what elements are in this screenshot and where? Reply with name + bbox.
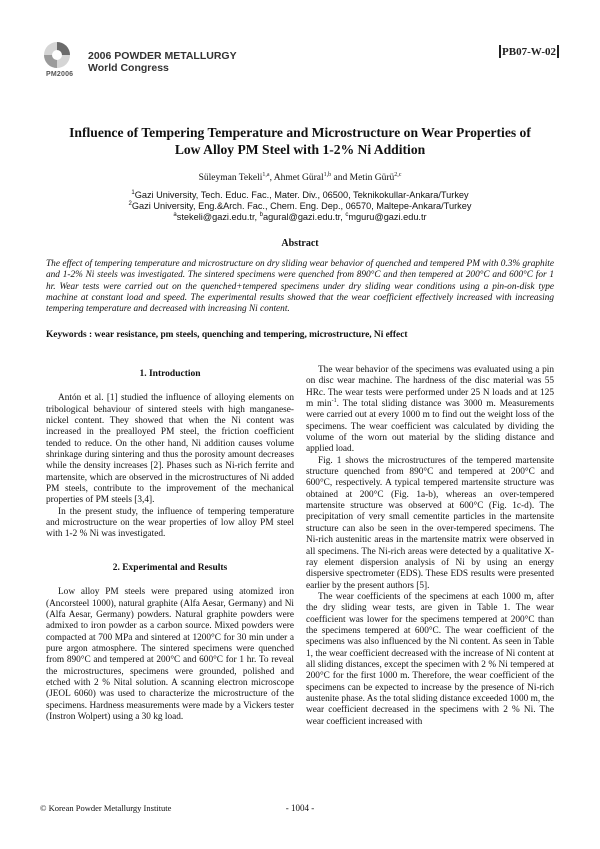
conference-name: [88, 50, 237, 74]
bar-left: [499, 45, 501, 58]
affiliation-2-text: Gazi University, Eng.&Arch. Fac., Chem. Eng. Dep., 06570, Maltepe-Ankara/Turkey: [131, 201, 472, 211]
email-c-sup: c: [345, 211, 349, 218]
intro-paragraph-1: Antón et al. [1] studied the influence of alloying elements on tribological behaviour of sintered steels with high manganese-nickel content. They showed that when the Ni content was increased in the prealloyed PM steel, the friction coefficient tended to reduce. On the other hand, Ni addition causes volume shrinkage during sintering and thus the porosity amount decreases while the density increases [2]. Phases such as Ni-rich ferrite and martensite, which are observed in the microstructures of Ni added PM steels, contribute to the improvement of the mechanical properties of PM steels [3,4].: [46, 393, 294, 506]
conference-line1: 2006 POWDER METALLURGY: [88, 50, 237, 62]
affiliation-2-sup: 2: [128, 200, 132, 207]
experimental-paragraph-1: Low alloy PM steels were prepared using atomized iron (Ancorsteel 1000), natural graphite (Alfa Aesar, Germany) and Ni (Alfa Aesar, Germany) powders. Natural graphite powders were admixed to iron powder as a carbon source. Mixed powders were compacted at 700 MPa and sintered at 1200°C for 30 min under a pure argon atmosphere. The sintered specimens were quenched from 890°C and tempered at 200°C and 600°C for 1 hr. To reveal the microstructures, specimens were grounded, polished and etched with 2 % Nital solution. A scanning electron microscope (JEOL 6060) was used to characterize the microstructure of the specimens. Hardness measurements were made by a Vickers tester (Instron Wolpert) using a 30 kg load.: [46, 587, 294, 722]
affiliation-2: [40, 201, 560, 212]
abstract-text: The effect of tempering temperature and microstructure on dry sliding wear behavior of quenched and tempered PM with 0.3% graphite and 1-2% Ni steels was investigated. The sintered specimens were quenched from 890°C and then tempered at 200°C and 600°C for 1 hr. Wear tests were carried out on the quenched+tempered specimens under dry sliding wear conditions using a pin-on-disk type machine at constant load and speed. The experimental results showed that the wear coefficient effectively increased with increasing tempering temperature and decreased with increasing Ni content.: [46, 259, 554, 315]
email-b-sup: b: [259, 211, 263, 218]
authors: [40, 173, 560, 183]
affiliation-1: [40, 190, 560, 201]
author-2: , Ahmet Güral: [269, 173, 324, 183]
author-2-sup: 1,b: [323, 171, 332, 178]
right-paragraph-1-a: The wear behavior of the specimens was evaluated using a pin on disc wear machine. The hardness of the disc material was 55 HRc. The wear tests were performed under 25 N loads and at 125 m min: [306, 365, 554, 410]
email-a-sup: a: [173, 211, 177, 218]
paper-id: [498, 45, 560, 58]
bar-right: [557, 45, 559, 58]
right-paragraph-2: Fig. 1 shows the microstructures of the tempered martensite structure quenched from 890°C and tempered at 200°C and 600°C, respectively. A typical tempered martensite structure was obtained at 200°C (Fig. 1a-b), whereas an over-tempered martensite structure was observed at 600°C (Fig. 1c-d). The precipitation of very small cementite particles in the martensite structure can also be seen in the over-tempered specimens. The Ni-rich austenitic areas in the martensite matrix were observed in all specimens. The Ni-rich areas were detected by a qualitative X-ray element dispersion analysis of Ni by using an energy dispersive spectrometer (EDS). These EDS results were presented earlier by the present authors [5].: [306, 455, 554, 591]
author-3: and Metin Gürü: [331, 173, 395, 183]
affiliation-1-sup: 1: [131, 189, 135, 196]
right-column: [306, 365, 554, 728]
email-b: agural@gazi.edu.tr,: [262, 212, 346, 222]
affiliations: [40, 190, 560, 223]
email-a: stekeli@gazi.edu.tr,: [176, 212, 260, 222]
paper-title: [40, 124, 560, 158]
affiliation-1-text: Gazi University, Tech. Educ. Fac., Mater. Div., 06500, Teknikokullar-Ankara/Turkey: [134, 190, 469, 200]
right-paragraph-1-sup: -1: [331, 397, 337, 404]
email-c: mguru@gazi.edu.tr: [348, 212, 427, 222]
author-3-sup: 2,c: [394, 171, 402, 178]
page-number: - 1004 -: [285, 803, 315, 813]
left-column: [46, 365, 294, 723]
emails: [40, 212, 560, 223]
author-1-sup: 1,a: [262, 171, 270, 178]
experimental-heading: 2. Experimental and Results: [112, 562, 228, 573]
logo-label: PM2006: [46, 71, 74, 78]
abstract-heading: Abstract: [281, 238, 319, 249]
intro-heading: 1. Introduction: [139, 369, 201, 379]
paper-id-text: PB07-W-02: [502, 45, 556, 58]
title-line2: Low Alloy PM Steel with 1-2% Ni Addition: [174, 142, 426, 157]
author-1: Süleyman Tekeli: [198, 173, 263, 183]
conference-line2: World Congress: [88, 62, 169, 74]
right-paragraph-3: The wear coefficients of the specimens at each 1000 m, after the dry sliding wear tests, are given in Table 1. The wear coefficient was lower for the specimens tempered at 200°C than the specimens tempered at 600°C. The wear coefficient of the specimens was also influenced by the Ni content. As seen in Table 1, the wear coefficient decreased with the increase of Ni content at all sliding distances, except the specimen with 2 % Ni tempered at 200°C for the first 1000 m. Therefore, the wear coefficient of the specimens can be expected to increase by the presence of Ni-rich austenite phase. As the total sliding distance exceeded 1000 m, the wear coefficient decreased in the specimens with 2 % Ni. The wear coefficient increased with: [306, 591, 554, 727]
title-line1: Influence of Tempering Temperature and Microstructure on Wear Properties of: [69, 125, 531, 140]
intro-paragraph-2: In the present study, the influence of tempering temperature and microstructure on the wear properties of low alloy PM steel with 1-2 % Ni was investigated.: [46, 506, 294, 540]
keywords: Keywords : wear resistance, pm steels, quenching and tempering, microstructure, Ni effect: [46, 330, 408, 340]
right-paragraph-1-b: . The total sliding distance was 3000 m. Measurements were carried out at every 1000 m to find out the weight loss of the specimens. The wear coefficient was calculated by dividing the volume of the worn out material by the sliding distance and applied load.: [306, 399, 554, 455]
copyright: © Korean Powder Metallurgy Institute: [40, 803, 172, 813]
right-paragraph-1: [306, 365, 554, 456]
